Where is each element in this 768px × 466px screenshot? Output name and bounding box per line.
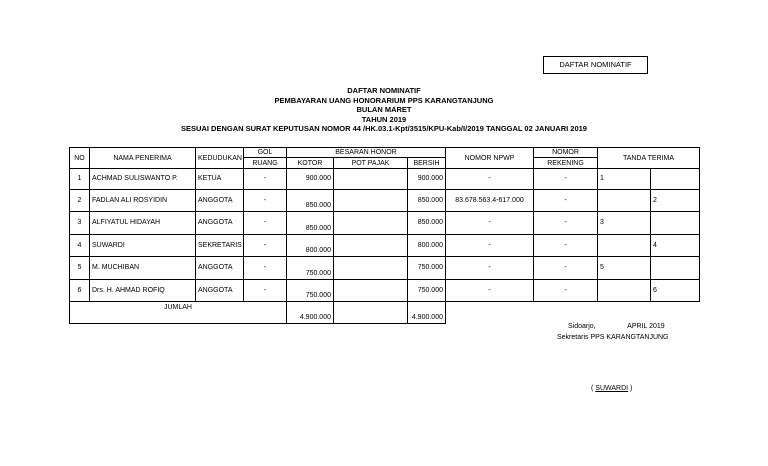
signature-place-date xyxy=(568,323,665,330)
cell-kotor: 850.000 xyxy=(287,212,334,235)
cell-bersih: 850.000 xyxy=(408,212,446,235)
cell-kedudukan: KETUA xyxy=(196,169,244,190)
cell-ttd-left: 3 xyxy=(598,212,651,235)
cell-kedudukan: ANGGOTA xyxy=(196,257,244,280)
cell-kedudukan: ANGGOTA xyxy=(196,279,244,302)
cell-nama: ALFIYATUL HIDAYAH xyxy=(90,212,196,235)
document-heading xyxy=(150,86,618,134)
header-kotor: KOTOR xyxy=(287,158,334,169)
header-pot-pajak: POT PAJAK xyxy=(334,158,408,169)
cell-pot-pajak xyxy=(334,189,408,212)
header-gol: GOL xyxy=(244,148,287,158)
cell-no: 3 xyxy=(70,212,90,235)
cell-no: 6 xyxy=(70,279,90,302)
cell-rekening: - xyxy=(534,257,598,280)
total-row xyxy=(70,302,700,324)
cell-npwp: - xyxy=(446,212,534,235)
cell-gol: - xyxy=(244,234,287,257)
signature-date: APRIL 2019 xyxy=(627,323,665,330)
cell-ttd-left: 1 xyxy=(598,169,651,190)
header-nama: NAMA PENERIMA xyxy=(90,148,196,169)
cell-gol: - xyxy=(244,189,287,212)
signature-open-paren: ( xyxy=(591,385,596,392)
cell-no: 5 xyxy=(70,257,90,280)
header-kedudukan: KEDUDUKAN xyxy=(196,148,244,169)
cell-ttd-right: 4 xyxy=(651,234,700,257)
cell-npwp: 83.678.563.4-617.000 xyxy=(446,189,534,212)
cell-kotor: 800.000 xyxy=(287,234,334,257)
cell-ttd-left xyxy=(598,234,651,257)
cell-pot-pajak xyxy=(334,234,408,257)
cell-no: 4 xyxy=(70,234,90,257)
cell-npwp: - xyxy=(446,234,534,257)
cell-no: 1 xyxy=(70,169,90,190)
heading-line-5: SESUAI DENGAN SURAT KEPUTUSAN NOMOR 44 /HK.03.1-Kpt/3515/KPU-Kab/I/2019 TANGGAL 02 JANUARI 2019 xyxy=(181,124,587,134)
cell-no: 2 xyxy=(70,189,90,212)
cell-ttd-right xyxy=(651,169,700,190)
header-rekening: NOMOR xyxy=(534,148,598,158)
cell-rekening: - xyxy=(534,279,598,302)
signature-place: Sidoarjo, xyxy=(568,323,596,330)
nominative-table xyxy=(69,147,700,324)
cell-npwp: - xyxy=(446,257,534,280)
heading-line-2: PEMBAYARAN UANG HONORARIUM PPS KARANGTANJUNG xyxy=(274,95,494,105)
total-pot-pajak xyxy=(334,302,408,324)
cell-ttd-left: 5 xyxy=(598,257,651,280)
cell-gol: - xyxy=(244,169,287,190)
cell-ttd-left xyxy=(598,189,651,212)
cell-nama: ACHMAD SULISWANTO P. xyxy=(90,169,196,190)
header-rekening-2: REKENING xyxy=(534,158,598,169)
table-row xyxy=(70,212,700,235)
cell-nama: FADLAN ALI ROSYIDIN xyxy=(90,189,196,212)
signature-close-paren: ) xyxy=(628,385,633,392)
cell-kotor: 750.000 xyxy=(287,279,334,302)
cell-pot-pajak xyxy=(334,169,408,190)
header-npwp: NOMOR NPWP xyxy=(446,148,534,169)
cell-bersih: 750.000 xyxy=(408,257,446,280)
cell-pot-pajak xyxy=(334,212,408,235)
cell-bersih: 850.000 xyxy=(408,189,446,212)
header-no: NO xyxy=(70,148,90,169)
cell-ttd-right: 2 xyxy=(651,189,700,212)
heading-line-3: BULAN MARET xyxy=(356,105,412,115)
document-badge: DAFTAR NOMINATIF xyxy=(543,56,648,74)
cell-nama: SUWARDI xyxy=(90,234,196,257)
table-row xyxy=(70,189,700,212)
cell-pot-pajak xyxy=(334,279,408,302)
total-empty xyxy=(446,302,700,324)
cell-ttd-right xyxy=(651,212,700,235)
signature-name-block xyxy=(591,385,632,392)
cell-kotor: 850.000 xyxy=(287,189,334,212)
header-bersih: BERSIH xyxy=(408,158,446,169)
total-bersih: 4.900.000 xyxy=(408,302,446,324)
cell-gol: - xyxy=(244,279,287,302)
table-row xyxy=(70,169,700,190)
cell-bersih: 900.000 xyxy=(408,169,446,190)
header-besaran-honor: BESARAN HONOR xyxy=(287,148,446,158)
cell-gol: - xyxy=(244,257,287,280)
cell-rekening: - xyxy=(534,234,598,257)
cell-bersih: 750.000 xyxy=(408,279,446,302)
cell-rekening: - xyxy=(534,212,598,235)
cell-kedudukan: SEKRETARIS xyxy=(196,234,244,257)
header-tanda-terima: TANDA TERIMA xyxy=(598,148,700,169)
total-kotor: 4.900.000 xyxy=(287,302,334,324)
cell-npwp: - xyxy=(446,169,534,190)
cell-npwp: - xyxy=(446,279,534,302)
cell-kedudukan: ANGGOTA xyxy=(196,212,244,235)
total-label: JUMLAH xyxy=(70,302,287,324)
cell-ttd-left xyxy=(598,279,651,302)
cell-kotor: 900.000 xyxy=(287,169,334,190)
table-row xyxy=(70,234,700,257)
cell-nama: M. MUCHIBAN xyxy=(90,257,196,280)
cell-ttd-right: 6 xyxy=(651,279,700,302)
cell-kedudukan: ANGGOTA xyxy=(196,189,244,212)
cell-pot-pajak xyxy=(334,257,408,280)
signature-name: SUWARDI xyxy=(595,385,629,392)
cell-rekening: - xyxy=(534,189,598,212)
table-row xyxy=(70,279,700,302)
cell-rekening: - xyxy=(534,169,598,190)
header-ruang: RUANG xyxy=(244,158,287,169)
cell-bersih: 800.000 xyxy=(408,234,446,257)
cell-gol: - xyxy=(244,212,287,235)
cell-ttd-right xyxy=(651,257,700,280)
heading-line-1: DAFTAR NOMINATIF xyxy=(347,86,421,95)
header-row-1 xyxy=(70,148,700,158)
table-row xyxy=(70,257,700,280)
cell-kotor: 750.000 xyxy=(287,257,334,280)
signature-title: Sekretaris PPS KARANGTANJUNG xyxy=(557,334,669,341)
heading-line-4: TAHUN 2019 xyxy=(361,114,407,124)
cell-nama: Drs. H. AHMAD ROFIQ xyxy=(90,279,196,302)
